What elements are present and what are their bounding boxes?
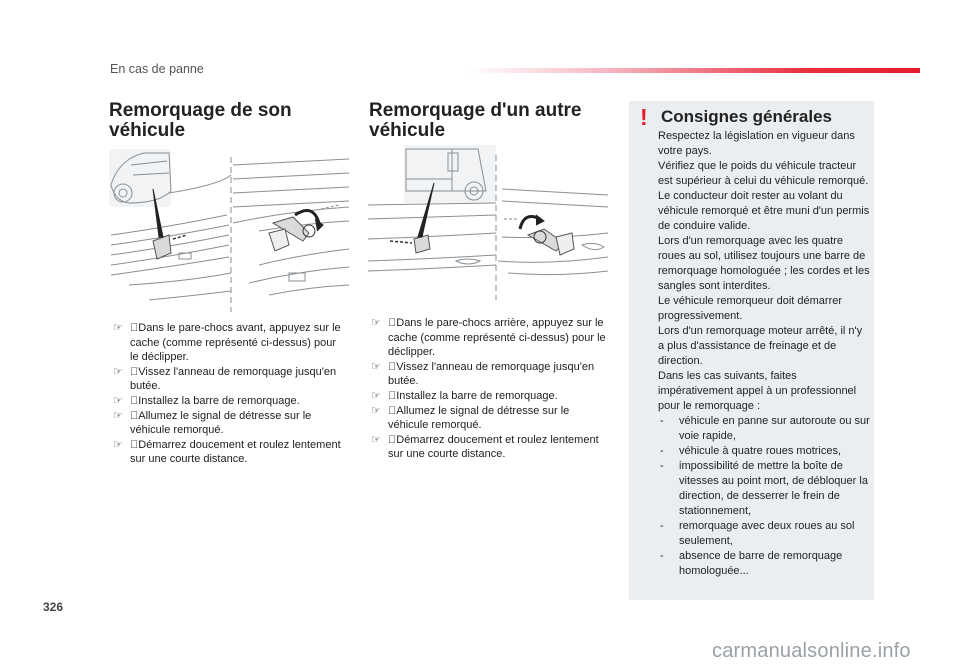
panel-paragraph: Dans les cas suivants, faites impérativement appel à un professionnel pour le remorquage : xyxy=(658,370,857,412)
list-item: - véhicule en panne sur autoroute ou sur voie rapide, xyxy=(660,415,870,442)
bullet-icon: ☞ xyxy=(113,394,123,407)
warning-icon: ! xyxy=(640,104,648,130)
general-instructions-panel xyxy=(629,101,874,600)
left-steps xyxy=(113,321,345,467)
page-number: 326 xyxy=(43,600,64,614)
list-item: ☞ Installez la barre de remorquage. xyxy=(371,389,558,402)
bullet-icon: ☞ xyxy=(371,360,381,373)
list-item: ☞ Dans le pare-chocs avant, appuyez sur le cache (comme représenté ci-dessus) pour le déclipper. xyxy=(113,322,341,364)
bullet-icon: ☞ xyxy=(371,317,381,329)
list-item: ☞ Allumez le signal de détresse sur le véhicule remorqué. xyxy=(113,409,312,437)
rear-bumper-illustration xyxy=(368,145,608,300)
bullet-icon: ☞ xyxy=(113,438,123,451)
list-item: - impossibilité de mettre la boîte de vitesses au point mort, de débloquer la direction, de desserrer le frein de stationnement, xyxy=(660,460,868,517)
list-item: ☞ Installez la barre de remorquage. xyxy=(113,394,300,407)
cases-list xyxy=(658,414,870,579)
list-item: ☞ Démarrez doucement et roulez lentement sur une courte distance. xyxy=(371,433,599,461)
bullet-icon: ☞ xyxy=(113,365,123,378)
list-item: - véhicule à quatre roues motrices, xyxy=(660,445,842,457)
list-item: ☞ Dans le pare-chocs arrière, appuyez sur le cache (comme représenté ci-dessus) pour le déclipper. xyxy=(371,317,606,359)
bullet-icon: ☞ xyxy=(371,389,381,402)
watermark: carmanualsonline.info xyxy=(712,640,911,662)
list-item: ☞ Démarrez doucement et roulez lentement sur une courte distance. xyxy=(113,438,341,466)
panel-paragraph: Le conducteur doit rester au volant du véhicule remorqué et être muni d'un permis de conduire valide. xyxy=(658,190,870,232)
panel-paragraph: Le véhicule remorqueur doit démarrer progressivement. xyxy=(658,295,843,322)
middle-steps xyxy=(371,316,607,462)
panel-text xyxy=(658,129,870,579)
title-tow-other-vehicle: Remorquage d'un autre véhicule xyxy=(369,100,582,141)
panel-title: Consignes générales xyxy=(661,107,833,126)
list-item: - remorquage avec deux roues au sol seulement, xyxy=(660,520,855,547)
panel-paragraph: Respectez la législation en vigueur dans votre pays. xyxy=(658,130,855,157)
list-item: ☞ Allumez le signal de détresse sur le véhicule remorqué. xyxy=(371,404,570,432)
header-rule xyxy=(468,68,920,73)
section-header: En cas de panne xyxy=(110,62,204,76)
bullet-icon: ☞ xyxy=(371,404,381,417)
panel-paragraph: Lors d'un remorquage moteur arrêté, il n'y a plus d'assistance de freinage et de direction. xyxy=(658,325,863,367)
list-item: ☞ Vissez l'anneau de remorquage jusqu'en butée. xyxy=(371,360,595,388)
list-item: ☞ Vissez l'anneau de remorquage jusqu'en butée. xyxy=(113,365,337,393)
title-tow-own-vehicle: Remorquage de son véhicule xyxy=(109,100,292,141)
front-bumper-illustration xyxy=(109,145,349,312)
bullet-icon: ☞ xyxy=(113,322,123,334)
panel-paragraph: Vérifiez que le poids du véhicule tracteur est supérieur à celui du véhicule remorqué. xyxy=(658,160,869,187)
bullet-icon: ☞ xyxy=(371,433,381,446)
list-item: - absence de barre de remorquage homologuée... xyxy=(660,550,843,577)
bullet-icon: ☞ xyxy=(113,409,123,422)
panel-paragraph: Lors d'un remorquage avec les quatre roues au sol, utilisez toujours une barre de remorquage homologuée ; les cordes et les sangles sont interdites. xyxy=(658,235,870,292)
